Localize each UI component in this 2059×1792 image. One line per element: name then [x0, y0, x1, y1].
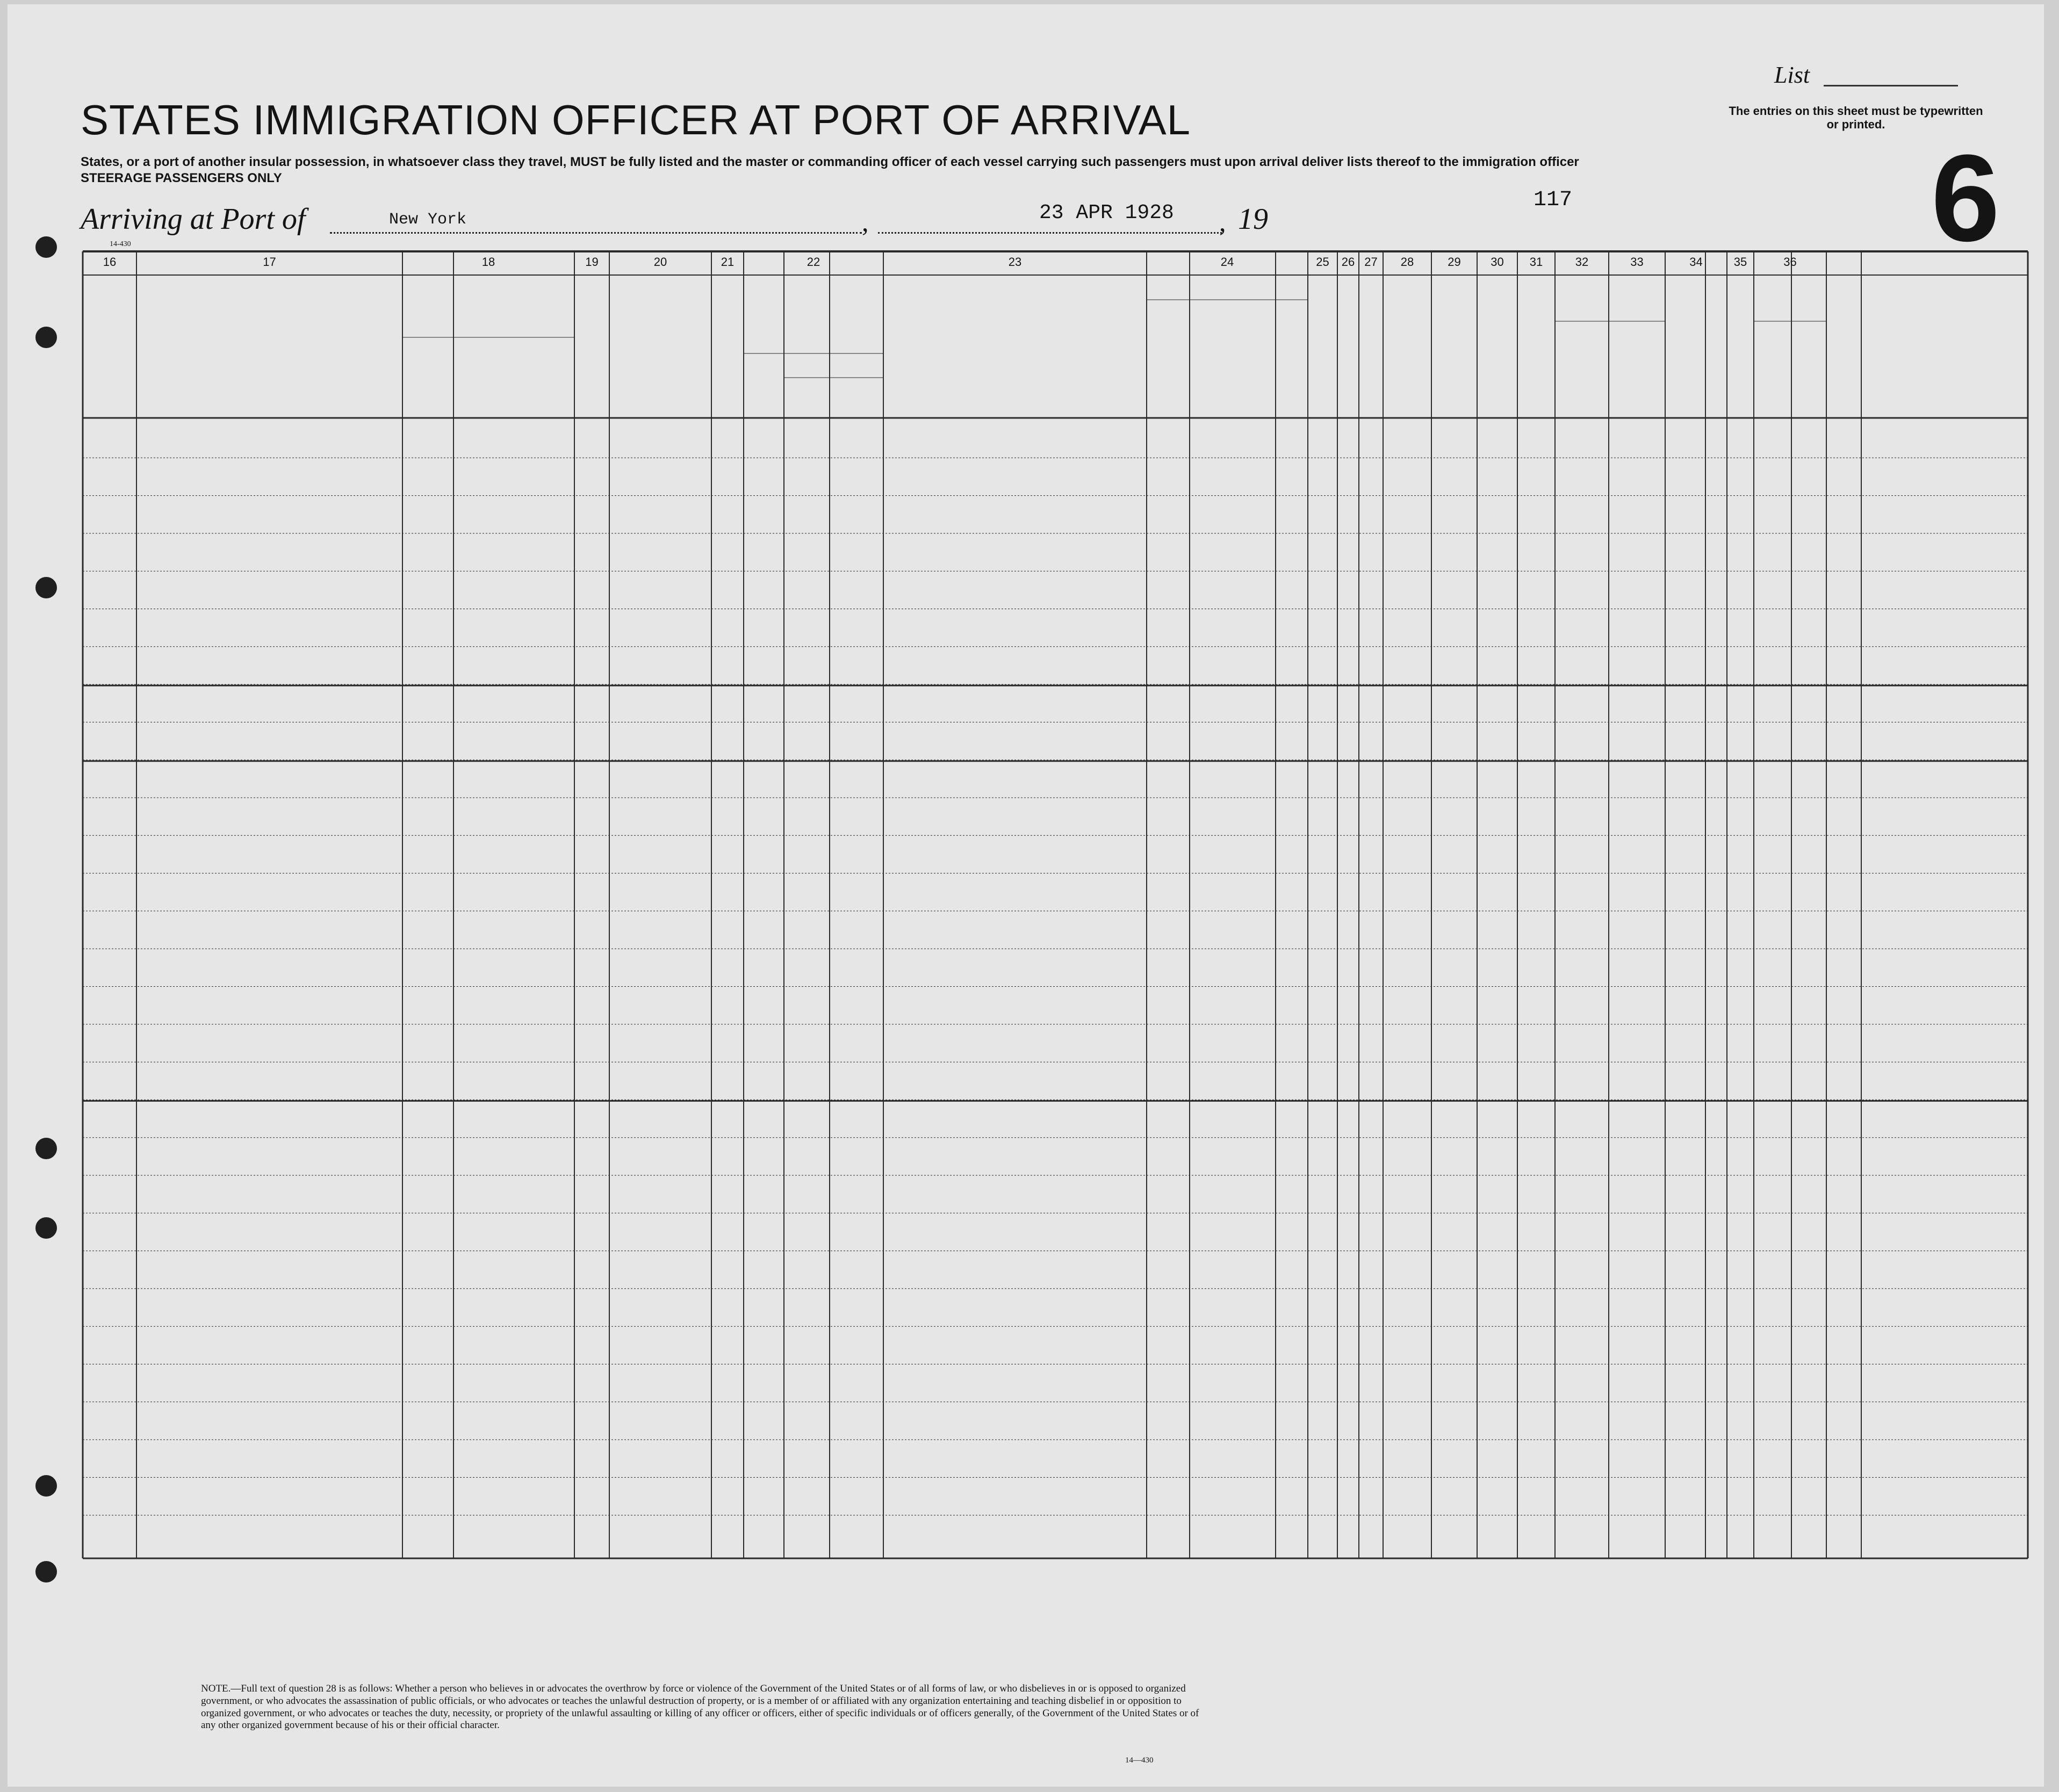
column-number: 36: [1783, 255, 1797, 269]
column-number: 31: [1529, 255, 1543, 269]
column-number: 19: [585, 255, 599, 269]
column-number: 29: [1448, 255, 1461, 269]
column-number: 25: [1316, 255, 1329, 269]
passenger-count: 117: [1534, 188, 1573, 212]
column-number: 34: [1689, 255, 1703, 269]
column-number: 17: [263, 255, 276, 269]
footnote-code: 14—430: [1125, 1756, 1154, 1765]
column-number: 27: [1364, 255, 1378, 269]
column-number: 20: [653, 255, 667, 269]
sheet-number: 6: [1931, 129, 2000, 267]
column-number: 26: [1341, 255, 1355, 269]
column-number: 32: [1575, 255, 1589, 269]
manifest-sheet: List The entries on this sheet must be typewritten or printed. STATES IMMIGRATION OFFICER AT PORT OF ARRIVAL States, or a port of another insular possession, in whatsoever class they travel, MUST be fully listed and the master or commanding officer of each vessel carrying such passengers must upon arrival deliver lists thereof to the immigration officer STEERAGE PASSENGERS ONLY Arriving at Port of New York , 23 APR 1928 , 19 117 6 14-430 16 17 18 19 20 21 22 23 24 25 26 27 28 29 30 31 32 33 34 35 36 NOTE.—Full text of question 28 is as follows: Whether a person who believes in or advocates the overthrow by force or violence of the Government of the United States or of all forms of law, or who disbelieves in or is opposed to organized government, or who advocates the assassination of public officials, or who advocates or teaches the unlawful destruction of property, or is a member of or affiliated with any organization entertaining and teaching disbelief in or opposition to organized government, or who advocates or teaches the duty, necessity, or propriety of the unlawful assaulting or killing of any officer or officers, either of specific individuals or of officers generally, of the Government of the United States or of any other organized government because of his or their official character. 14—430: [8, 4, 2044, 1787]
column-number: 30: [1491, 255, 1504, 269]
column-number: 18: [481, 255, 495, 269]
column-number: 24: [1220, 255, 1234, 269]
footnote: NOTE.—Full text of question 28 is as follows: Whether a person who believes in or advocates the overthrow by force or violence of the Government of the United States or of all forms of law, or who disbelieves in or is opposed to organized government, or who advocates the assassination of public officials, or who advocates or teaches the unlawful destruction of property, or is a member of or affiliated with any organization entertaining and teaching disbelief in or opposition to organized government, or who advocates or teaches the duty, necessity, or propriety of the unlawful assaulting or killing of any officer or officers, either of specific individuals or of officers generally, of the Government of the United States or of any other organized government because of his or their official character.: [201, 1683, 1199, 1731]
year-label: 19: [1238, 203, 1268, 236]
arriving-label: Arriving at Port of: [81, 203, 306, 236]
column-number: 22: [807, 255, 820, 269]
column-number: 33: [1630, 255, 1644, 269]
column-number: 21: [721, 255, 735, 269]
form-code: 14-430: [110, 240, 131, 248]
column-number: 16: [103, 255, 117, 269]
list-label: List: [1774, 62, 1810, 88]
steerage-label: STEERAGE PASSENGERS ONLY: [81, 171, 282, 185]
column-number: 28: [1400, 255, 1414, 269]
typewritten-notice: The entries on this sheet must be typewritten or printed.: [1729, 104, 1983, 132]
page-title: STATES IMMIGRATION OFFICER AT PORT OF ARRIVAL: [81, 96, 1191, 143]
column-number: 23: [1008, 255, 1022, 269]
manifest-grid: [8, 4, 2044, 1777]
column-number: 35: [1733, 255, 1747, 269]
arrival-date-stamp: 23 APR 1928: [1039, 201, 1174, 225]
form-instructions: States, or a port of another insular possession, in whatsoever class they travel, MUST be fully listed and the master or commanding officer of each vessel carrying such passengers must upon arrival deliver lists thereof to the immigration officer: [81, 155, 1579, 169]
arrival-port: New York: [389, 211, 467, 229]
